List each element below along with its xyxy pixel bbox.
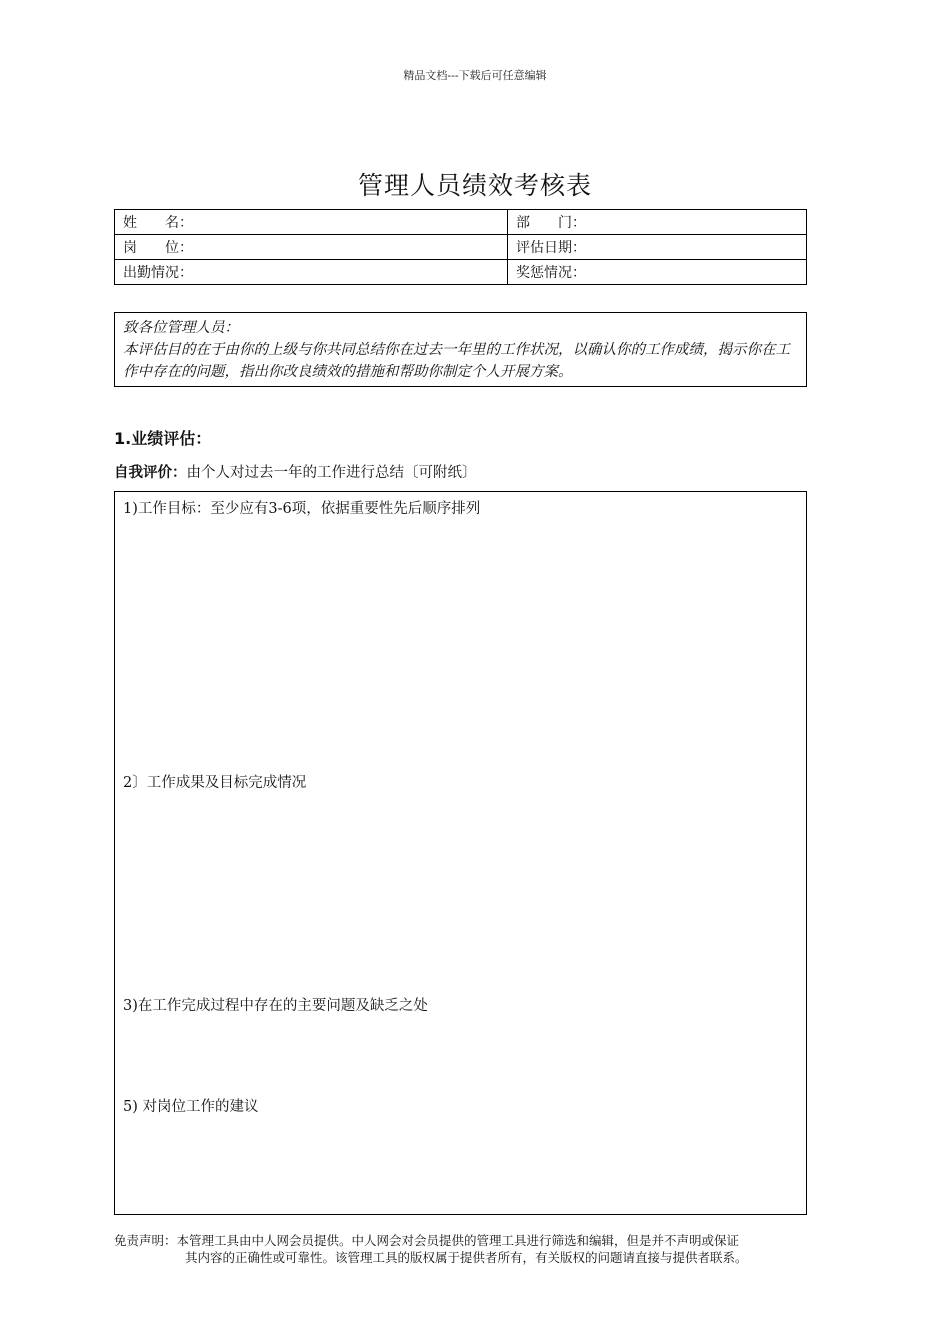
item-suggestions: 5) 对岗位工作的建议: [123, 1099, 259, 1115]
page-title: 管理人员绩效考核表: [357, 171, 592, 200]
self-eval-text: 由个人对过去一年的工作进行总结〔可附纸〕: [186, 465, 477, 481]
item-problems: 3)在工作完成过程中存在的主要问题及缺乏之处: [123, 998, 428, 1014]
table-row: [115, 210, 807, 235]
instruction-letter: [114, 312, 807, 387]
self-eval-line: [114, 461, 477, 482]
department-field[interactable]: 部 门：: [508, 210, 807, 235]
disclaimer-line-1: 免责声明：本管理工具由中人网会员提供。中人网会对会员提供的管理工具进行筛选和编辑，但是并不声明或保证: [114, 1233, 740, 1248]
eval-date-field[interactable]: 评估日期：: [508, 235, 807, 260]
table-row: [115, 260, 807, 285]
attendance-field[interactable]: 出勤情况：: [115, 260, 508, 285]
self-eval-label: 自我评价：: [114, 465, 187, 481]
reward-penalty-field[interactable]: 奖惩情况：: [508, 260, 807, 285]
letter-body: 本评估目的在于由你的上级与你共同总结你在过去一年里的工作状况，以确认你的工作成绩，揭示你在工作中存在的问题，指出你改良绩效的措施和帮助你制定个人开展方案。: [123, 342, 790, 380]
table-row: [115, 235, 807, 260]
header-note: 精品文档---下载后可任意编辑: [403, 69, 547, 82]
disclaimer: [114, 1232, 844, 1266]
item-work-results: 2〕工作成果及目标完成情况: [123, 775, 307, 791]
letter-greeting: 致各位管理人员：: [123, 320, 239, 336]
self-eval-box[interactable]: [114, 491, 807, 1215]
position-field[interactable]: 岗 位：: [115, 235, 508, 260]
item-work-goals: 1)工作目标：至少应有3-6项，依据重要性先后顺序排列: [123, 501, 481, 517]
section-heading: 1.业绩评估：: [114, 429, 212, 448]
name-field[interactable]: 姓 名：: [115, 210, 508, 235]
info-table: [114, 209, 807, 285]
disclaimer-line-2: 其内容的正确性或可靠性。该管理工具的版权属于提供者所有，有关版权的问题请直接与提供者联系。: [185, 1250, 748, 1265]
